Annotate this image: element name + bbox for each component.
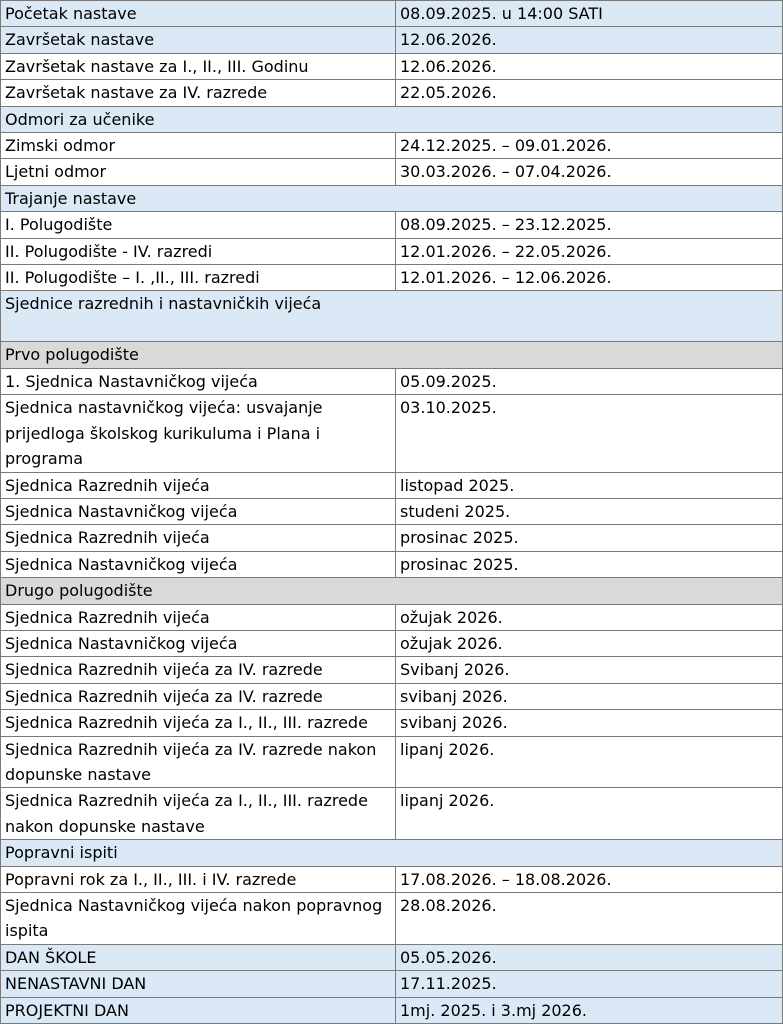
table-row <box>1 159 783 185</box>
table-row <box>1 80 783 106</box>
event-date: 22.05.2026. <box>396 80 783 106</box>
event-date: listopad 2025. <box>396 472 783 498</box>
section-title: Drugo polugodište <box>1 578 783 604</box>
event-date: Svibanj 2026. <box>396 657 783 683</box>
event-label: Završetak nastave <box>1 27 396 53</box>
table-row <box>1 472 783 498</box>
event-date: 1mj. 2025. i 3.mj 2026. <box>396 997 783 1023</box>
section-header-row <box>1 106 783 132</box>
event-label: NENASTAVNI DAN <box>1 971 396 997</box>
event-label: 1. Sjednica Nastavničkog vijeća <box>1 368 396 394</box>
event-label: Sjednica nastavničkog vijeća: usvajanje prijedloga školskog kurikuluma i Plana i programa <box>1 395 396 472</box>
table-row <box>1 525 783 551</box>
table-row <box>1 893 783 945</box>
calendar-body <box>1 1 783 1024</box>
event-label: Popravni rok za I., II., III. i IV. razrede <box>1 866 396 892</box>
event-date: studeni 2025. <box>396 498 783 524</box>
event-label: Ljetni odmor <box>1 159 396 185</box>
event-label: Sjednica Razrednih vijeća za IV. razrede nakon dopunske nastave <box>1 736 396 788</box>
event-label: PROJEKTNI DAN <box>1 997 396 1023</box>
event-label: Sjednica Razrednih vijeća <box>1 472 396 498</box>
table-row <box>1 683 783 709</box>
event-date: 12.01.2026. – 12.06.2026. <box>396 265 783 291</box>
table-row <box>1 971 783 997</box>
event-label: Sjednica Nastavničkog vijeća <box>1 551 396 577</box>
event-label: Sjednica Razrednih vijeća <box>1 525 396 551</box>
table-row <box>1 630 783 656</box>
event-date: 17.11.2025. <box>396 971 783 997</box>
event-label: I. Polugodište <box>1 212 396 238</box>
event-label: Sjednica Razrednih vijeća za I., II., III. razrede <box>1 710 396 736</box>
table-row <box>1 788 783 840</box>
table-row <box>1 551 783 577</box>
table-row <box>1 238 783 264</box>
section-header-row <box>1 291 783 342</box>
section-header-row <box>1 840 783 866</box>
event-date: prosinac 2025. <box>396 551 783 577</box>
section-title: Popravni ispiti <box>1 840 783 866</box>
event-date: ožujak 2026. <box>396 604 783 630</box>
event-date: 12.06.2026. <box>396 27 783 53</box>
event-label: Početak nastave <box>1 1 396 27</box>
section-title: Trajanje nastave <box>1 185 783 211</box>
table-row <box>1 498 783 524</box>
event-date: 08.09.2025. – 23.12.2025. <box>396 212 783 238</box>
event-date: 08.09.2025. u 14:00 SATI <box>396 1 783 27</box>
table-row <box>1 27 783 53</box>
event-label: Sjednica Nastavničkog vijeća <box>1 630 396 656</box>
event-date: 17.08.2026. – 18.08.2026. <box>396 866 783 892</box>
section-header-row <box>1 185 783 211</box>
event-date: svibanj 2026. <box>396 710 783 736</box>
table-row <box>1 395 783 472</box>
event-date: 12.01.2026. – 22.05.2026. <box>396 238 783 264</box>
event-date: prosinac 2025. <box>396 525 783 551</box>
event-date: 05.05.2026. <box>396 944 783 970</box>
table-row <box>1 736 783 788</box>
event-date: 05.09.2025. <box>396 368 783 394</box>
table-row <box>1 710 783 736</box>
event-label: II. Polugodište - IV. razredi <box>1 238 396 264</box>
event-label: Završetak nastave za I., II., III. Godinu <box>1 53 396 79</box>
table-row <box>1 997 783 1023</box>
event-date: 12.06.2026. <box>396 53 783 79</box>
event-date: ožujak 2026. <box>396 630 783 656</box>
event-label: DAN ŠKOLE <box>1 944 396 970</box>
table-row <box>1 1 783 27</box>
section-title: Sjednice razrednih i nastavničkih vijeća <box>1 291 783 342</box>
event-label: II. Polugodište – I. ,II., III. razredi <box>1 265 396 291</box>
table-row <box>1 657 783 683</box>
event-date: svibanj 2026. <box>396 683 783 709</box>
table-row <box>1 944 783 970</box>
event-date: 24.12.2025. – 09.01.2026. <box>396 133 783 159</box>
event-date: lipanj 2026. <box>396 736 783 788</box>
event-label: Sjednica Razrednih vijeća za IV. razrede <box>1 657 396 683</box>
table-row <box>1 53 783 79</box>
section-title: Prvo polugodište <box>1 342 783 368</box>
event-date: 28.08.2026. <box>396 893 783 945</box>
section-title: Odmori za učenike <box>1 106 783 132</box>
table-row <box>1 866 783 892</box>
event-label: Sjednica Razrednih vijeća za I., II., III. razrede nakon dopunske nastave <box>1 788 396 840</box>
table-row <box>1 368 783 394</box>
table-row <box>1 212 783 238</box>
event-label: Sjednica Razrednih vijeća za IV. razrede <box>1 683 396 709</box>
table-row <box>1 604 783 630</box>
event-label: Sjednica Nastavničkog vijeća <box>1 498 396 524</box>
event-label: Sjednica Razrednih vijeća <box>1 604 396 630</box>
event-label: Sjednica Nastavničkog vijeća nakon popravnog ispita <box>1 893 396 945</box>
event-date: lipanj 2026. <box>396 788 783 840</box>
section-header-row <box>1 578 783 604</box>
event-label: Zimski odmor <box>1 133 396 159</box>
table-row <box>1 265 783 291</box>
event-date: 30.03.2026. – 07.04.2026. <box>396 159 783 185</box>
section-header-row <box>1 342 783 368</box>
event-date: 03.10.2025. <box>396 395 783 472</box>
event-label: Završetak nastave za IV. razrede <box>1 80 396 106</box>
table-row <box>1 133 783 159</box>
